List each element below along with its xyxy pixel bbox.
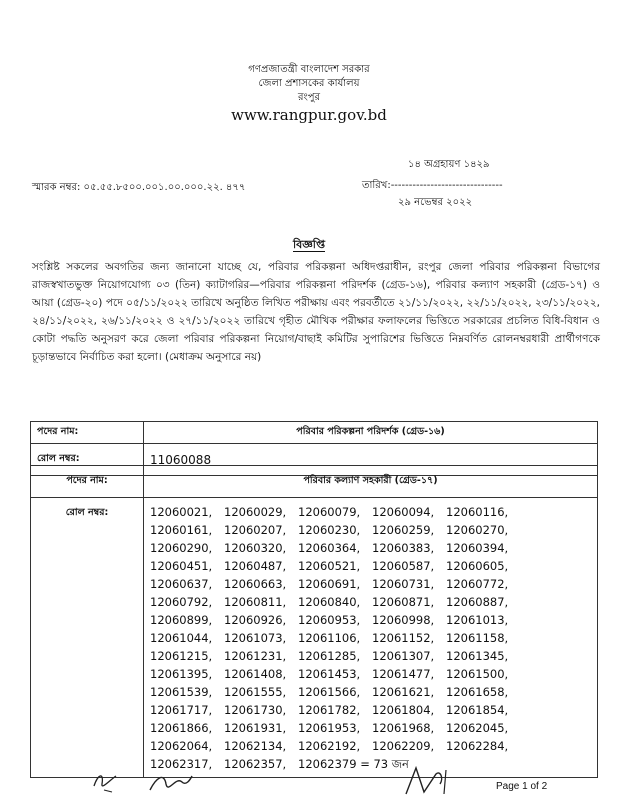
header-line-3: রংপুর xyxy=(297,92,321,103)
roll-number: 12061106, xyxy=(298,631,361,645)
roll-number: 12060094, xyxy=(372,505,435,519)
roll-number: 12061013, xyxy=(446,613,509,627)
roll-number: 12062209, xyxy=(372,739,435,753)
roll-number: 12061152, xyxy=(372,631,435,645)
website-address: www.rangpur.gov.bd xyxy=(231,106,387,124)
page-number: Page 1 of 2 xyxy=(496,781,548,792)
roll-number: 12061539, xyxy=(150,685,213,699)
roll-number: 12061658, xyxy=(446,685,509,699)
roll-number: 12060605, xyxy=(446,559,509,573)
roll-label: রোল নম্বর: xyxy=(31,498,144,778)
roll-number: 12061931, xyxy=(224,721,287,735)
roll-number: 12062357, xyxy=(224,757,287,771)
roll-number: 12060953, xyxy=(298,613,361,627)
roll-number: 12060079, xyxy=(298,505,361,519)
roll-number: 12060207, xyxy=(224,523,287,537)
roll-number: 12061782, xyxy=(298,703,361,717)
roll-number: 12060487, xyxy=(224,559,287,573)
roll-number: 12061231, xyxy=(224,649,287,663)
initial-mark-1 xyxy=(88,766,128,796)
roll-number: 12060587, xyxy=(372,559,435,573)
header-line-1: গণপ্রজাতন্ত্রী বাংলাদেশ সরকার xyxy=(248,64,370,75)
roll-number: 12060772, xyxy=(446,577,509,591)
roll-number: 12062064, xyxy=(150,739,213,753)
roll-number: 11060088 xyxy=(144,444,598,476)
notice-title: বিজ্ঞপ্তি xyxy=(293,238,325,251)
initial-mark-2 xyxy=(146,768,194,798)
post-label: পদের নাম: xyxy=(31,466,144,498)
roll-number: 12061453, xyxy=(298,667,361,681)
roll-number: 12060364, xyxy=(298,541,361,555)
roll-number: 12060394, xyxy=(446,541,509,555)
roll-number: 12060521, xyxy=(298,559,361,573)
post-name: পরিবার পরিকল্পনা পরিদর্শক (গ্রেড-১৬) xyxy=(144,422,598,444)
roll-number: 12060021, xyxy=(150,505,213,519)
roll-number: 12062317, xyxy=(150,757,213,771)
roll-number: 12061307, xyxy=(372,649,435,663)
roll-number: 12060691, xyxy=(298,577,361,591)
date-english: ২৯ নভেম্বর ২০২২ xyxy=(398,197,473,208)
roll-number: 12060731, xyxy=(372,577,435,591)
roll-number: 12060871, xyxy=(372,595,435,609)
roll-number: 12060637, xyxy=(150,577,213,591)
roll-number: 12062284, xyxy=(446,739,509,753)
roll-number: 12061968, xyxy=(372,721,435,735)
roll-number: 12060290, xyxy=(150,541,213,555)
roll-number: 12061408, xyxy=(224,667,287,681)
roll-number: 12061044, xyxy=(150,631,213,645)
roll-number: 12062134, xyxy=(224,739,287,753)
roll-number: 12060383, xyxy=(372,541,435,555)
roll-number: 12060161, xyxy=(150,523,213,537)
roll-label: রোল নম্বর: xyxy=(31,444,144,476)
roll-number: 12061953, xyxy=(298,721,361,735)
roll-number: 12061555, xyxy=(224,685,287,699)
roll-number: 12060116, xyxy=(446,505,509,519)
initial-mark-3 xyxy=(400,764,460,798)
roll-number: 12062379 = 73 জন xyxy=(298,757,409,771)
roll-number: 12061073, xyxy=(224,631,287,645)
date-label: তারিখ:------------------------------- xyxy=(362,180,503,191)
roll-number: 12060270, xyxy=(446,523,509,537)
roll-number: 12062192, xyxy=(298,739,361,753)
roll-number: 12060887, xyxy=(446,595,509,609)
table-welfare-assistant xyxy=(30,465,598,778)
date-bangla: ১৪ অগ্রহায়ণ ১৪২৯ xyxy=(408,159,490,170)
roll-number: 12060320, xyxy=(224,541,287,555)
roll-number: 12061395, xyxy=(150,667,213,681)
roll-number: 12061158, xyxy=(446,631,509,645)
roll-number: 12061866, xyxy=(150,721,213,735)
roll-number: 12061215, xyxy=(150,649,213,663)
roll-list-cell xyxy=(144,498,598,778)
roll-number: 12060998, xyxy=(372,613,435,627)
roll-number: 12060663, xyxy=(224,577,287,591)
roll-number: 12061804, xyxy=(372,703,435,717)
roll-number: 12061285, xyxy=(298,649,361,663)
roll-list xyxy=(148,498,597,777)
roll-number: 12061345, xyxy=(446,649,509,663)
roll-number: 12060811, xyxy=(224,595,287,609)
roll-number: 12060029, xyxy=(224,505,287,519)
roll-number: 12061566, xyxy=(298,685,361,699)
roll-number: 12060926, xyxy=(224,613,287,627)
notice-body: সংশ্লিষ্ট সকলের অবগতির জন্য জানানো যাচ্ছে যে, পরিবার পরিকল্পনা অধিদপ্তরাধীন, রংপুর জেলা পরিবার পরিকল্পনা বিভাগের রাজস্বখাতভুক্ত নিয়োগযোগ্য ০৩ (তিন) ক্যাটাগরির—পরিবার পরিকল্পনা পরিদর্শক (গ্রেড-১৬), পরিবার কল্যাণ সহকারী (গ্রেড-১৭) ও আয়া (গ্রেড-২০) পদে ০৫/১১/২০২২ তারিখে অনুষ্ঠিত লিখিত পরীক্ষায় এবং পরবর্তীতে ২১/১১/২০২২, ২২/১১/২০২২, ২৩/১১/২০২২, ২৪/১১/২০২২, ২৬/১১/২০২২ ও ২৭/১১/২০২২ তারিখে গৃহীত মৌখিক পরীক্ষার ফলাফলের ভিত্তিতে সরকারের প্রচলিত বিধি-বিধান ও কোটা পদ্ধতি অনুসরণ করে জেলা পরিবার পরিকল্পনা নিয়োগ/বাছাই কমিটির সুপারিশের ভিত্তিতে নিম্নবর্ণিত রোলনম্বরধারী প্রার্থীগণকে চূড়ান্তভাবে নির্বাচিত করা হলো। (মেধাক্রম অনুসারে নয়) xyxy=(32,261,600,363)
roll-number: 12062045, xyxy=(446,721,509,735)
roll-number: 12060899, xyxy=(150,613,213,627)
roll-number: 12060792, xyxy=(150,595,213,609)
roll-number: 12061621, xyxy=(372,685,435,699)
header-line-2: জেলা প্রশাসকের কার্যালয় xyxy=(258,78,360,89)
roll-number: 12060451, xyxy=(150,559,213,573)
roll-number: 12061500, xyxy=(446,667,509,681)
roll-number: 12061717, xyxy=(150,703,213,717)
roll-number: 12060840, xyxy=(298,595,361,609)
roll-number: 12060259, xyxy=(372,523,435,537)
roll-number: 12060230, xyxy=(298,523,361,537)
post-label: পদের নাম: xyxy=(31,422,144,444)
post-name: পরিবার কল্যাণ সহকারী (গ্রেড-১৭) xyxy=(144,466,598,498)
memo-number: স্মারক নম্বর: ০৫.৫৫.৮৫০০.০০১.০০.০০০.২২. ৪৭৭ xyxy=(32,182,246,193)
roll-number: 12061854, xyxy=(446,703,509,717)
roll-number: 12061477, xyxy=(372,667,435,681)
roll-number: 12061730, xyxy=(224,703,287,717)
